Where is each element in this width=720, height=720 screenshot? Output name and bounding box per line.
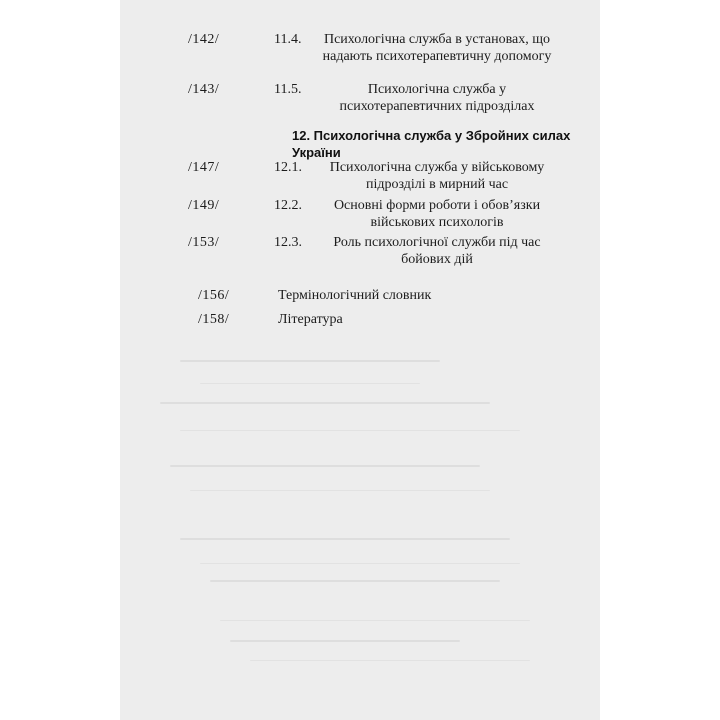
- section-title: Психологічна служба у військовому підрозділі в мирний час: [329, 160, 545, 192]
- toc-entry[interactable]: [274, 31, 564, 65]
- literature-entry[interactable]: Література: [278, 312, 343, 327]
- page-number: /143/: [188, 82, 220, 97]
- section-number: 12.1.: [274, 160, 302, 175]
- toc-entry[interactable]: [274, 81, 564, 115]
- page-number: /142/: [188, 32, 220, 47]
- page-number: /158/: [198, 312, 230, 327]
- section-title: Психологічна служба в установах, що надають психотерапевтичну допомогу: [322, 32, 552, 64]
- page-number: /149/: [188, 198, 220, 213]
- toc-entry[interactable]: [274, 159, 564, 193]
- section-title: Психологічна служба у психотерапевтичних підрозділах: [339, 82, 535, 114]
- glossary-entry[interactable]: Термінологічний словник: [278, 288, 432, 303]
- section-number: 12.2.: [274, 198, 302, 213]
- toc-entry[interactable]: [274, 234, 564, 268]
- section-number: 12.3.: [274, 235, 302, 250]
- section-title: Роль психологічної служби під час бойових дій: [333, 235, 541, 267]
- section-number: 11.4.: [274, 32, 302, 47]
- section-number: 11.5.: [274, 82, 302, 97]
- toc-entry[interactable]: [274, 197, 564, 231]
- chapter-heading[interactable]: 12. Психологічна служба у Збройних силах України: [292, 128, 571, 160]
- page-number: /153/: [188, 235, 220, 250]
- page-number: /156/: [198, 288, 230, 303]
- page-number: /147/: [188, 160, 220, 175]
- section-title: Основні форми роботи і обов’язки військових психологів: [333, 198, 541, 230]
